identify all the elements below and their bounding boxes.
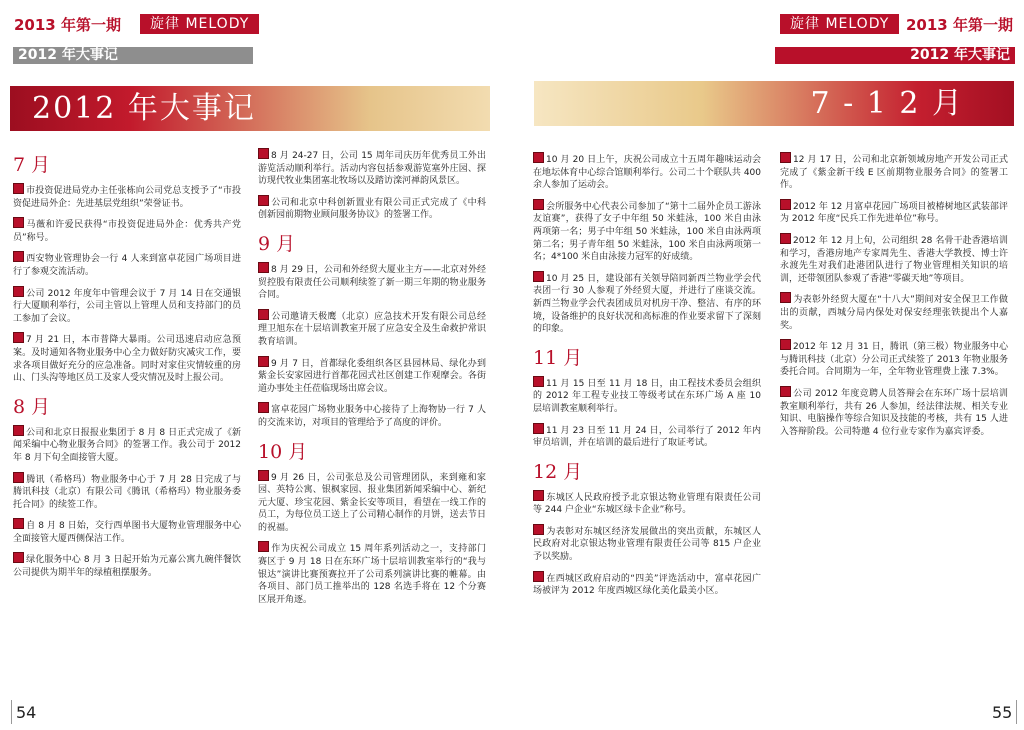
event-item — [533, 571, 761, 598]
event-item — [13, 332, 241, 384]
bullet-square-icon — [780, 386, 791, 397]
event-text: 富卓花园广场物业服务中心接待了上海物协一行 7 人的交流来访，对项目的管理给予了高度的评价。 — [258, 405, 486, 428]
event-item — [780, 233, 1008, 285]
bullet-square-icon — [13, 472, 24, 483]
column-4 — [780, 152, 1008, 445]
bullet-square-icon — [780, 292, 791, 303]
month-heading: 10 月 — [258, 440, 308, 463]
left-banner — [10, 86, 490, 131]
event-item — [258, 356, 486, 396]
left-header-year: 2013 年第一期 — [14, 16, 121, 34]
event-item — [13, 251, 241, 278]
event-text: 公司邀请天极鹰（北京）应急技术开发有限公司总经理卫旭东在十层培训教室开展了应急安全及生命救护常识教育培训。 — [258, 311, 486, 347]
event-text: 公司 2012 年度竞聘人员答辩会在东环广场十层培训教室顺利举行，共有 26 人参加，经法律法规、相关专业知识、电脑操作等综合知识及技能的考核，共有 15 人进入答辩阶段。公司特邀 4 位行业专家作为嘉宾评委。 — [780, 388, 1008, 437]
bullet-square-icon — [533, 376, 544, 387]
bullet-square-icon — [13, 217, 24, 228]
bullet-square-icon — [13, 518, 24, 529]
bullet-square-icon — [258, 470, 269, 481]
event-text: 自 8 月 8 日始，交行西单图书大厦物业管理服务中心全面接管大厦西侧保洁工作。 — [13, 521, 241, 544]
bullet-square-icon — [258, 402, 269, 413]
event-item — [258, 148, 486, 188]
event-item — [533, 490, 761, 517]
event-text: 东城区人民政府授予北京银达物业管理有限责任公司等 244 户企业“东城区绿卡企业”称号。 — [533, 492, 761, 516]
event-text: 2012 年 12 月上旬，公司组织 28 名骨干赴香港培训和学习，香港房地产专家周先生、香港大学教授、博士许永渡先生对我们赴港团队进行了物业管理相关知识的培训，还带领团队参观了香港“零碳天地”等项目。 — [780, 235, 1008, 284]
bullet-square-icon — [13, 251, 24, 262]
bullet-square-icon — [258, 356, 269, 367]
bullet-square-icon — [13, 552, 24, 563]
event-text: 7 月 21 日，本市普降大暴雨。公司迅速启动应急预案。及时通知各物业服务中心全力做好防灾减灾工作，要求各项目做好充分的应急准备。同时对家住灾情较重的房山、门头沟等地区员工及家人受灾情况及时上报公司。 — [13, 335, 241, 384]
left-page-number: 54 — [16, 703, 37, 722]
event-item — [258, 262, 486, 302]
event-text: 作为庆祝公司成立 15 周年系列活动之一，支持部门赛区于 9 月 18 日在东环广场十层培训教室举行的“我与银达”演讲比赛预赛拉开了公司系列演讲比赛的帷幕。由各项目、部门员工推举出的 128 名选手将在 12 个分赛区展开角逐。 — [258, 544, 486, 605]
bullet-square-icon — [533, 524, 544, 535]
month-heading: 11 月 — [533, 346, 583, 369]
event-text: 绿化服务中心 8 月 3 日起开始为元嘉公寓九碗伴餐饮公司提供为期半年的绿植租摆服务。 — [13, 555, 241, 579]
event-text: 会所服务中心代表公司参加了“第十二届外企员工游泳友谊赛”，获得了女子中年组 50 米蛙泳，100 米自由泳两项第一名；男子中年组 50 米蛙泳，100 米自由泳两项第二名；男子青年组 50 米蛙泳，100 米自由泳两项第一名；4*100 米自由泳接力冠军的好成绩。 — [533, 201, 761, 263]
right-banner — [534, 81, 1014, 126]
month-heading: 12 月 — [533, 460, 583, 483]
event-item — [533, 152, 761, 192]
month-heading: 8 月 — [13, 395, 51, 418]
event-item — [13, 518, 241, 545]
event-text: 市投资促进局党办主任张栋向公司党总支授予了“市投资促进局外企：先进基层党组织”荣誉证书。 — [13, 186, 241, 209]
month-heading: 7 月 — [13, 154, 51, 176]
column-1 — [13, 148, 241, 587]
bullet-square-icon — [780, 339, 791, 350]
event-text: 2012 年 12 月富卓花园广场项目被椿树地区武装部评为 2012 年度“民兵工作先进单位”称号。 — [780, 201, 1008, 225]
event-text: 8 月 24-27 日，公司 15 周年司庆历年优秀员工外出游览活动顺利举行。活动内容包括参观游览塞外庄园、探访现代牧业集团塞北牧场以及踏访滦河禅韵风景区。 — [258, 151, 486, 187]
event-item — [533, 376, 761, 416]
event-text: 为表彰对东城区经济发展做出的突出贡献，东城区人民政府对北京银达物业管理有限责任公司等 815 户企业予以奖励。 — [533, 526, 761, 563]
event-item — [533, 423, 761, 450]
event-text: 11 月 23 日至 11 月 24 日，公司举行了 2012 年内审员培训，并在培训的最后进行了取证考试。 — [533, 425, 761, 449]
event-text: 公司和北京日报报业集团于 8 月 8 日正式完成了《新闻采编中心物业服务合同》的签署工作。我公司于 2012 年 8 月下旬全面接管大厦。 — [13, 427, 241, 463]
event-item — [780, 339, 1008, 379]
right-header-magazine: 旋律 MELODY — [780, 14, 899, 34]
event-text: 公司和北京中科创新置业有限公司正式完成了《中科创新园前期物业顾问服务协议》的签署工作。 — [258, 197, 486, 221]
event-text: 腾讯（希格玛）物业服务中心于 7 月 28 日完成了与腾讯科技（北京）有限公司《腾讯（希格玛）物业服务委托合同》的续签工作。 — [13, 474, 241, 510]
column-3 — [533, 152, 761, 605]
event-text: 公司 2012 年度年中管理会议于 7 月 14 日在交通银行大厦顺利举行，公司主管以上管理人员和支持部门的员工参加了会议。 — [13, 288, 241, 324]
event-text: 10 月 20 日上午，庆祝公司成立十五周年趣味运动会在地坛体育中心综合馆顺利举行。公司二十个联队共 400 余人参加了运动会。 — [533, 155, 761, 191]
event-text: 在西城区政府启动的“四美”评选活动中，富卓花园广场被评为 2012 年度西城区绿化美化最美小区。 — [533, 573, 761, 597]
bullet-square-icon — [258, 541, 269, 552]
bullet-square-icon — [533, 571, 544, 582]
bullet-square-icon — [258, 195, 269, 206]
bullet-square-icon — [533, 199, 544, 210]
event-item — [780, 199, 1008, 226]
bullet-square-icon — [258, 262, 269, 273]
event-item — [13, 425, 241, 465]
right-section-bar: 2012 年大事记 — [775, 47, 1015, 64]
left-banner-title: 2012 年大事记 — [32, 91, 256, 126]
event-text: 12 月 17 日，公司和北京新领域房地产开发公司正式完成了《紫金新干线 E 区前期物业服务合同》的签署工作。 — [780, 155, 1008, 191]
event-text: 9 月 26 日，公司张总及公司管理团队，来到雍和家园、英特公寓、银枫家园、报业集团新闻采编中心、新纪元大厦、珍宝花园、紫金长安等项目，看望在一线工作的员工，为每位员工送上了公司精心制作的月饼，送去节日的祝福。 — [258, 472, 486, 533]
event-item — [258, 195, 486, 222]
event-item — [258, 541, 486, 606]
bullet-square-icon — [780, 233, 791, 244]
event-item — [533, 271, 761, 336]
left-header-magazine: 旋律 MELODY — [140, 14, 259, 34]
event-item — [258, 402, 486, 429]
column-2 — [258, 148, 486, 613]
event-item — [780, 386, 1008, 438]
event-item — [533, 199, 761, 264]
event-item — [780, 292, 1008, 332]
event-text: 马薇和许爱民获得“市投资促进局外企：优秀共产党员”称号。 — [13, 220, 241, 243]
bullet-square-icon — [258, 309, 269, 320]
event-item — [780, 152, 1008, 192]
left-section-bar: 2012 年大事记 — [13, 47, 253, 64]
event-text: 2012 年 12 月 31 日，腾讯（第三极）物业服务中心与腾讯科技（北京）分公司正式续签了 2013 年物业服务委托合同。合同期为一年，全年物业管理费上涨 7.3%。 — [780, 342, 1008, 378]
event-item — [13, 217, 241, 244]
bullet-square-icon — [533, 490, 544, 501]
right-header-year: 2013 年第一期 — [906, 16, 1013, 34]
bullet-square-icon — [533, 152, 544, 163]
event-text: 11 月 15 日至 11 月 18 日，由工程技术委员会组织的 2012 年工程专业技工等级考试在东环广场 A 座 10 层培训教室顺利举行。 — [533, 378, 761, 414]
left-page-divider — [11, 700, 12, 724]
right-page-divider — [1016, 700, 1017, 724]
bullet-square-icon — [13, 332, 24, 343]
event-item — [13, 183, 241, 210]
event-text: 为表彰外经贸大厦在“十八大”期间对安全保卫工作做出的贡献，西城分局内保处对保安经理张铁提出个人嘉奖。 — [780, 295, 1008, 331]
event-item — [258, 470, 486, 535]
event-text: 10 月 25 日，建设部有关领导陪同新西兰物业学会代表团一行 30 人参观了外经贸大厦，并进行了座谈交流。新西兰物业学会代表团成员对机房干净、整洁、有序的环境，设备维护的良好状况和高标准的作业要求留下了深刻的印象。 — [533, 273, 761, 335]
event-text: 8 月 29 日，公司和外经贸大厦业主方——北京对外经贸控股有限责任公司顺利续签了新一期三年期的物业服务合同。 — [258, 264, 486, 301]
event-item — [533, 524, 761, 564]
right-page-number: 55 — [992, 703, 1013, 722]
event-item — [13, 472, 241, 512]
event-item — [13, 552, 241, 579]
event-item — [13, 286, 241, 326]
event-item — [258, 309, 486, 349]
bullet-square-icon — [13, 425, 24, 436]
month-heading: 9 月 — [258, 232, 296, 255]
right-banner-title: 7 - 1 2 月 — [810, 86, 964, 121]
bullet-square-icon — [780, 152, 791, 163]
bullet-square-icon — [780, 199, 791, 210]
bullet-square-icon — [258, 148, 269, 159]
event-text: 西安物业管理协会一行 4 人来到富卓花园广场项目进行了参观交流活动。 — [13, 254, 241, 277]
bullet-square-icon — [13, 286, 24, 297]
bullet-square-icon — [533, 423, 544, 434]
bullet-square-icon — [533, 271, 544, 282]
event-text: 9 月 7 日，首都绿化委组织各区县园林局、绿化办到紫金长安家园进行首都花园式社区创建工作观摩会。各街道办事处主任莅临现场出席会议。 — [258, 358, 486, 394]
bullet-square-icon — [13, 183, 24, 194]
